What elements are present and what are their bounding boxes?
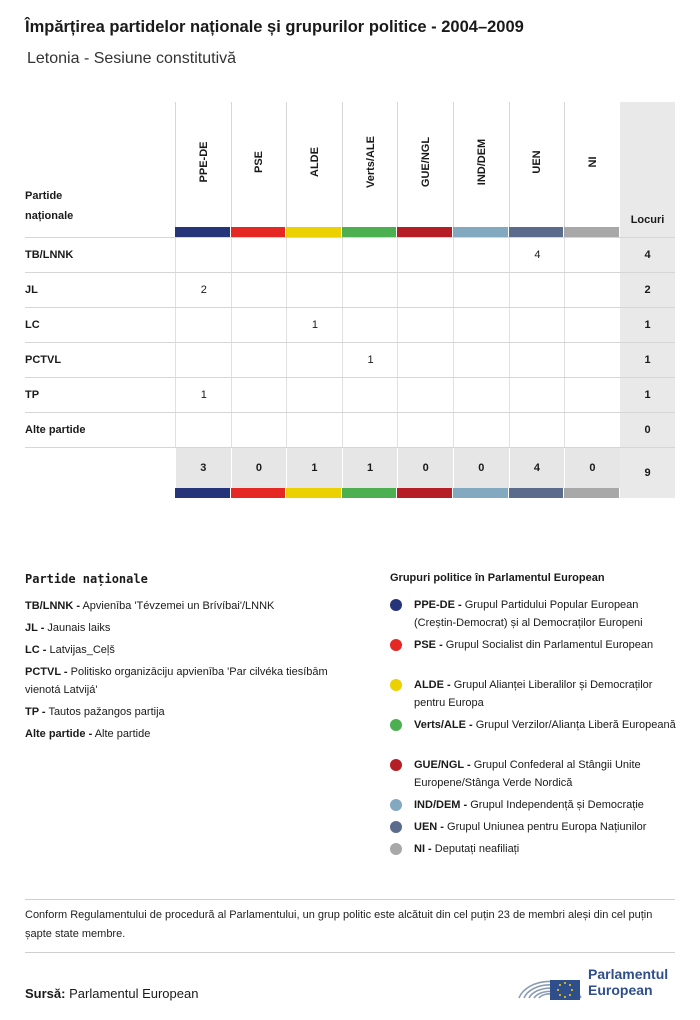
- seat-cell: [286, 343, 343, 378]
- group-legend-text: [414, 840, 682, 858]
- seat-cell: [453, 343, 510, 378]
- group-full-name: Grupul Independență și Democrație: [470, 799, 644, 811]
- seat-cell: [564, 343, 621, 378]
- group-color-dot: [390, 719, 402, 731]
- group-color-dot: [390, 759, 402, 771]
- group-color-dot: [390, 843, 402, 855]
- group-full-name: Deputați neafiliați: [434, 843, 520, 855]
- group-color-bar: [231, 227, 286, 237]
- party-legend-item: [25, 641, 365, 659]
- party-name: TP: [25, 389, 40, 401]
- seat-cell: [564, 378, 621, 413]
- group-legend-text: [414, 716, 682, 734]
- group-total-cell: 0: [453, 448, 509, 488]
- seat-cell: [231, 238, 288, 273]
- group-legend-text: [414, 796, 682, 814]
- seat-cell: [397, 308, 454, 343]
- group-column-header: [564, 102, 621, 237]
- group-color-bar: [509, 227, 564, 237]
- group-color-dot: [390, 639, 402, 651]
- group-column-header: [509, 102, 566, 237]
- party-seat-total: 2: [644, 284, 651, 296]
- seat-cell: [453, 413, 510, 448]
- group-column-header: [231, 102, 288, 237]
- seat-cell: [453, 273, 510, 308]
- group-color-bar: [342, 227, 397, 237]
- rules-note: Conform Regulamentului de procedură al Parlamentului, un grup politic este alcătuit din cel puțin 23 de membri aleși din cel puțin șapte state membre.: [25, 909, 653, 940]
- seat-cell: [342, 308, 399, 343]
- party-full-name: Latvijas_Ceļš: [49, 644, 115, 656]
- group-label: ALDE: [308, 147, 321, 177]
- group-color-bar: [286, 227, 341, 237]
- party-full-name: Alte partide: [94, 728, 151, 740]
- seat-cell: [509, 273, 566, 308]
- group-color-bar: [397, 227, 452, 237]
- group-total-cell: 1: [342, 448, 398, 488]
- group-column-header: [342, 102, 399, 237]
- seat-cell: [175, 238, 232, 273]
- group-total-cell: 4: [509, 448, 565, 488]
- seat-cell: [453, 378, 510, 413]
- party-seat-total: 4: [644, 249, 651, 261]
- party-name: PCTVL: [25, 354, 62, 366]
- table-row: [25, 307, 675, 343]
- group-color-bar: [231, 488, 286, 498]
- group-legend-text: [414, 636, 682, 654]
- group-color-bar: [397, 488, 452, 498]
- party-legend-item: [25, 725, 365, 743]
- group-total-cell: 1: [286, 448, 342, 488]
- group-abbr: PSE -: [414, 639, 443, 651]
- group-legend-text: [414, 818, 682, 836]
- seat-cell: [175, 343, 232, 378]
- party-full-name: Politisko organizāciju apvienība 'Par cilvéka tiesíbām vienotá Latvijá': [25, 666, 328, 696]
- group-color-dot: [390, 599, 402, 611]
- party-legend-item: [25, 663, 365, 699]
- group-abbr: PPE-DE -: [414, 599, 462, 611]
- group-color-bar: [564, 488, 619, 498]
- group-color-bar: [453, 488, 508, 498]
- party-column-header: Partide naționale: [25, 190, 74, 222]
- seat-cell: [397, 273, 454, 308]
- seat-cell: [286, 238, 343, 273]
- grand-total: 9: [644, 467, 651, 479]
- divider: [25, 899, 675, 900]
- divider: [25, 952, 675, 953]
- table-row: [25, 377, 675, 413]
- group-color-bar: [175, 488, 230, 498]
- party-legend-item: [25, 597, 365, 615]
- seat-cell: [397, 378, 454, 413]
- group-abbr: IND/DEM -: [414, 799, 468, 811]
- table-row: [25, 237, 675, 273]
- party-name: Alte partide: [25, 424, 86, 436]
- seat-cell: [564, 238, 621, 273]
- source-value: Parlamentul European: [69, 986, 199, 1001]
- group-total-cell: 0: [564, 448, 620, 488]
- group-totals-row: [25, 447, 675, 489]
- group-abbr: NI -: [414, 843, 432, 855]
- group-full-name: Grupul Socialist din Parlamentul European: [445, 639, 654, 651]
- group-label: IND/DEM: [475, 138, 488, 186]
- seat-cell: [342, 413, 399, 448]
- group-label: UEN: [531, 150, 544, 174]
- group-full-name: Grupul Confederal al Stângii Unite Europene/Stânga Verde Nordică: [414, 759, 641, 789]
- party-abbr: JL -: [25, 622, 45, 634]
- group-full-name: Grupul Partidului Popular European (Creștin-Democrat) și al Democraților Europeni: [414, 599, 643, 629]
- group-legend-title: Grupuri politice în Parlamentul European: [390, 572, 605, 584]
- seat-cell: [509, 378, 566, 413]
- seat-cell: [509, 343, 566, 378]
- group-label: NI: [586, 156, 599, 168]
- seat-cell: [231, 308, 288, 343]
- group-full-name: Grupul Alianței Liberalilor și Democraților pentru Europa: [414, 679, 653, 709]
- group-label: GUE/NGL: [420, 136, 433, 188]
- seat-cell: [342, 273, 399, 308]
- party-abbr: TB/LNNK -: [25, 600, 80, 612]
- seat-cell: [453, 308, 510, 343]
- group-total-cell: 0: [397, 448, 453, 488]
- party-seat-total: 0: [644, 424, 651, 436]
- group-column-header: [286, 102, 343, 237]
- seat-cell: 1: [342, 343, 399, 378]
- page-title: Împărțirea partidelor naționale și grupurilor politice - 2004–2009: [25, 18, 524, 36]
- group-abbr: ALDE -: [414, 679, 451, 691]
- seat-cell: [231, 343, 288, 378]
- group-color-bar: [509, 488, 564, 498]
- seat-cell: [564, 413, 621, 448]
- seat-cell: [175, 413, 232, 448]
- group-label: PPE-DE: [197, 141, 210, 183]
- party-legend-title: Partide naționale: [25, 572, 148, 586]
- seat-cell: [509, 413, 566, 448]
- seat-cell: [453, 238, 510, 273]
- seat-cell: 1: [175, 378, 232, 413]
- party-seat-total: 1: [644, 354, 651, 366]
- seat-cell: [286, 413, 343, 448]
- seat-cell: [564, 308, 621, 343]
- party-abbr: PCTVL -: [25, 666, 68, 678]
- seat-cell: [397, 238, 454, 273]
- party-name: LC: [25, 319, 40, 331]
- source-label: Sursă:: [25, 986, 66, 1001]
- group-color-dot: [390, 799, 402, 811]
- seat-cell: [564, 273, 621, 308]
- source-line: [25, 986, 198, 1001]
- party-abbr: TP -: [25, 706, 46, 718]
- group-color-dot: [390, 679, 402, 691]
- group-full-name: Grupul Uniunea pentru Europa Națiunilor: [447, 821, 647, 833]
- group-legend-text: [414, 756, 682, 792]
- group-legend-text: [414, 596, 682, 632]
- seat-cell: [286, 378, 343, 413]
- seat-cell: [231, 273, 288, 308]
- seat-cell: [397, 413, 454, 448]
- group-color-bar: [175, 227, 230, 237]
- group-abbr: GUE/NGL -: [414, 759, 471, 771]
- group-label: Verts/ALE: [364, 136, 377, 188]
- seat-cell: 1: [286, 308, 343, 343]
- table-row: [25, 412, 675, 448]
- seat-cell: 2: [175, 273, 232, 308]
- group-legend-text: [414, 676, 682, 712]
- seats-column-header: Locuri: [630, 214, 665, 226]
- seat-cell: [175, 308, 232, 343]
- group-abbr: UEN -: [414, 821, 444, 833]
- parliament-logo-text: Parlamentul European: [588, 966, 669, 998]
- party-legend-item: [25, 703, 365, 721]
- group-column-header: [453, 102, 510, 237]
- seat-cell: [342, 378, 399, 413]
- seat-cell: [342, 238, 399, 273]
- party-name: TB/LNNK: [25, 249, 74, 261]
- party-abbr: LC -: [25, 644, 47, 656]
- group-color-bar: [342, 488, 397, 498]
- group-column-header: [175, 102, 232, 237]
- seat-cell: [509, 308, 566, 343]
- group-column-header: [397, 102, 454, 237]
- party-full-name: Apvienība 'Tévzemei un Brívíbai'/LNNK: [82, 600, 275, 612]
- group-color-bar: [564, 227, 619, 237]
- party-full-name: Jaunais laiks: [47, 622, 111, 634]
- party-seat-total: 1: [644, 389, 651, 401]
- party-seat-total: 1: [644, 319, 651, 331]
- group-color-dot: [390, 821, 402, 833]
- seat-cell: 4: [509, 238, 566, 273]
- party-name: JL: [25, 284, 38, 296]
- group-abbr: Verts/ALE -: [414, 719, 473, 731]
- party-abbr: Alte partide -: [25, 728, 93, 740]
- party-full-name: Tautos pažangos partija: [48, 706, 165, 718]
- page-subtitle: Letonia - Sesiune constitutivă: [27, 50, 237, 67]
- seat-cell: [231, 413, 288, 448]
- group-color-bar: [286, 488, 341, 498]
- group-total-cell: 3: [175, 448, 231, 488]
- party-legend-item: [25, 619, 365, 637]
- seat-cell: [286, 273, 343, 308]
- group-color-bar: [453, 227, 508, 237]
- table-row: [25, 272, 675, 308]
- table-row: [25, 342, 675, 378]
- group-label: PSE: [253, 150, 266, 174]
- group-total-cell: 0: [231, 448, 287, 488]
- seat-cell: [397, 343, 454, 378]
- seat-cell: [231, 378, 288, 413]
- group-full-name: Grupul Verzilor/Alianța Liberă Europeană: [475, 719, 676, 731]
